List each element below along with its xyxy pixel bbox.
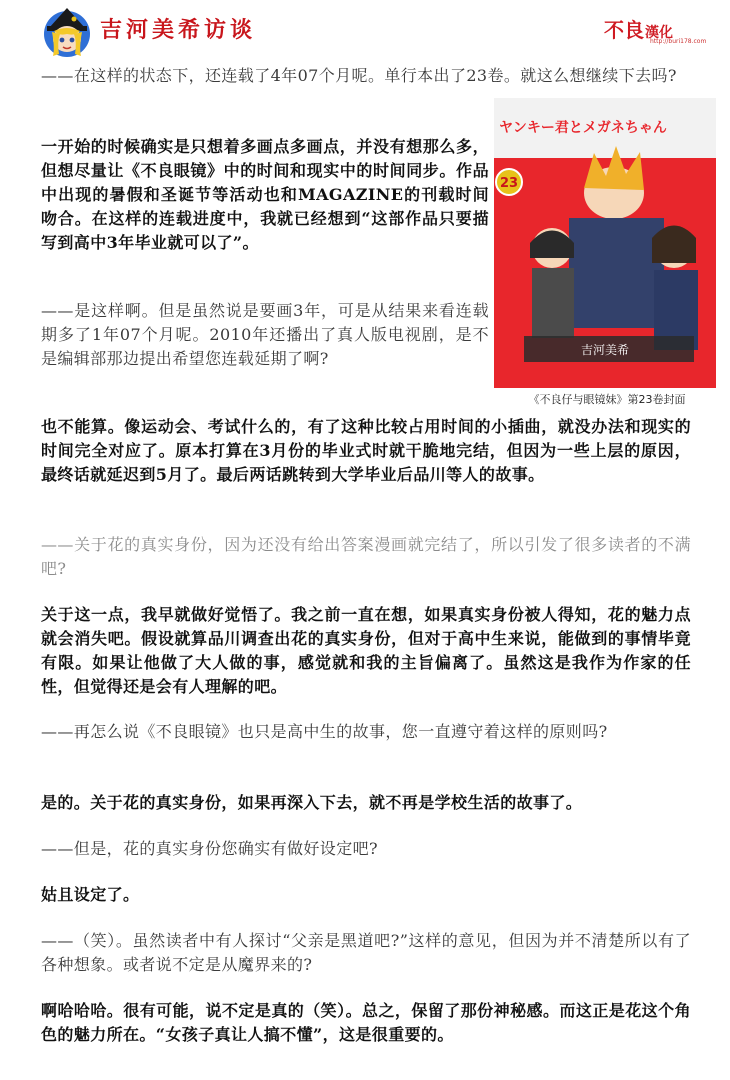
cover-volume-number: 23 <box>499 176 519 191</box>
paragraph-a6: 啊哈哈哈。很有可能，说不定是真的（笑）。总之，保留了那份神秘感。而这正是花这个角色的魅力所在。“女孩子真让人搞不懂”，这是很重要的。 <box>41 1001 691 1044</box>
logo-sub-text: 漢化 <box>645 25 673 41</box>
cover-author: 吉河美希 <box>580 343 630 357</box>
logo-url: http://buri178.com <box>650 38 707 45</box>
paragraph-a5: 姑且设定了。 <box>41 885 140 904</box>
paragraph-a4: 是的。关于花的真实身份，如果再深入下去，就不再是学校生活的故事了。 <box>41 793 583 812</box>
group-logo <box>604 14 707 48</box>
cover-title-art: ヤンキー君とメガネちゃん <box>499 120 667 136</box>
cover-caption: 《不良仔与眼镜妹》第23卷封面 <box>528 393 686 406</box>
paragraph-q3: ——关于花的真实身份，因为还没有给出答案漫画就完结了，所以引发了很多读者的不满吧? <box>41 535 691 578</box>
header <box>0 0 730 62</box>
avatar-witch-icon <box>41 6 93 58</box>
volume-23-cover-image <box>494 98 716 388</box>
paragraph-q6: ——（笑）。虽然读者中有人探讨“父亲是黑道吧?”这样的意见，但因为并不清楚所以有了各种想象。或者说不定是从魔界来的? <box>41 931 691 974</box>
paragraph-a1: 一开始的时候确实是只想着多画点多画点，并没有想那么多，但想尽量让《不良眼镜》中的时间和现实中的时间同步。作品中出现的暑假和圣诞节等活动也和MAGAZINE的刊载时间吻合。在这样的连载进度中，我就已经想到“这部作品只要描写到高中3年毕业就可以了”。 <box>41 137 489 252</box>
paragraph-q1: ——在这样的状态下，还连载了4年07个月呢。单行本出了23卷。就这么想继续下去吗? <box>41 66 677 85</box>
logo-main-text: 不良 <box>604 18 644 42</box>
paragraph-q4: ——再怎么说《不良眼镜》也只是高中生的故事，您一直遵守着这样的原则吗? <box>41 722 608 741</box>
paragraph-a3: 关于这一点，我早就做好觉悟了。我之前一直在想，如果真实身份被人得知，花的魅力点就会消失吧。假设就算品川调查出花的真实身份，但对于高中生来说，能做到的事情毕竟有限。如果让他做了大人做的事，感觉就和我的主旨偏离了。虽然这是我作为作家的任性，但觉得还是会有人理解的吧。 <box>41 605 691 696</box>
page-title: 吉河美希访谈 <box>100 18 257 43</box>
paragraph-q5: ——但是，花的真实身份您确实有做好设定吧? <box>41 839 378 858</box>
paragraph-q2: ——是这样啊。但是虽然说是要画3年，可是从结果来看连载期多了1年07个月呢。2010年还播出了真人版电视剧，是不是编辑部那边提出希望您连载延期了啊? <box>41 301 489 368</box>
paragraph-a2: 也不能算。像运动会、考试什么的，有了这种比较占用时间的小插曲，就没办法和现实的时间完全对应了。原本打算在3月份的毕业式时就干脆地完结，但因为一些上层的原因，最终话就延迟到5月了。最后两话跳转到大学毕业后品川等人的故事。 <box>41 417 691 484</box>
